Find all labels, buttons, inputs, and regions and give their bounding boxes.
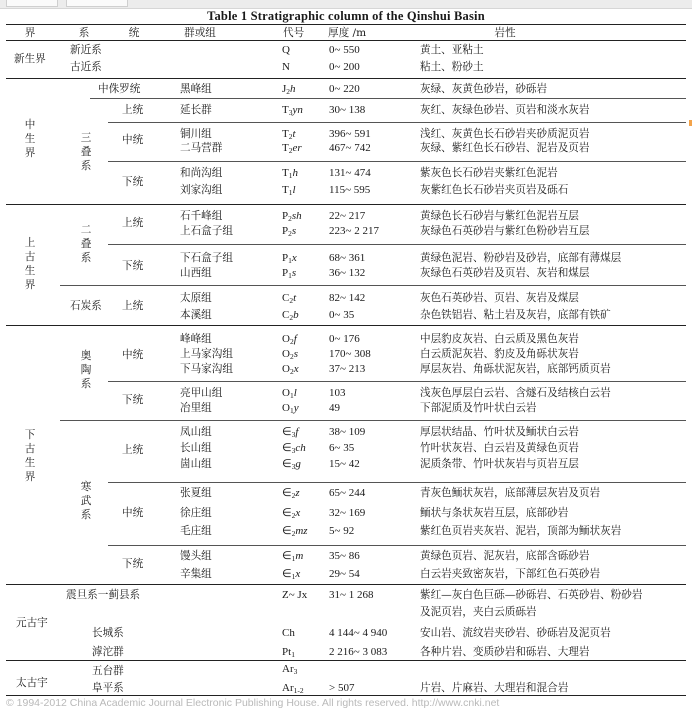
- system-fuping: 阜平系: [92, 682, 124, 694]
- formation-name: 辛集组: [180, 568, 212, 580]
- lithology-text: 灰绿、灰黄色砂岩，砂砾岩: [420, 83, 548, 95]
- formation-code: [282, 550, 303, 565]
- formation-code: [282, 292, 296, 307]
- code-symbol: T: [282, 167, 289, 179]
- header-eon: 界: [24, 27, 36, 39]
- lithology-text: 浅红、灰黄色长石砂岩夹砂质泥页岩: [420, 128, 590, 140]
- rule-proterozoic: [6, 660, 686, 661]
- lithology-text: 灰红、灰绿色砂岩、页岩和淡水灰岩: [420, 104, 590, 116]
- thickness-value: 396~ 591: [329, 128, 371, 140]
- system-changcheng: 长城系: [92, 627, 124, 639]
- formation-code: [282, 184, 296, 199]
- code-symbol: N: [282, 61, 290, 73]
- code-subscript: 1: [288, 188, 293, 197]
- thickness-value: 2 216~ 3 083: [329, 646, 388, 658]
- code-subscript: 1-2: [293, 686, 304, 695]
- code-letters: l: [293, 387, 297, 399]
- toolbar-tab[interactable]: [66, 0, 128, 7]
- header-group: 群或组: [184, 27, 216, 39]
- thickness-value: 6~ 35: [329, 442, 355, 454]
- code-letters: x: [291, 252, 297, 264]
- code-subscript: 1: [291, 650, 295, 659]
- code-symbol: Ar: [282, 663, 294, 675]
- formation-code: [282, 442, 306, 457]
- lithology-text: 灰绿色石英砂岩与紫红色粉砂岩互层: [420, 225, 590, 237]
- series-middle-cambrian: 中统: [122, 507, 144, 519]
- series-upper-carboniferous: 上统: [122, 300, 144, 312]
- code-symbol: T: [282, 104, 289, 116]
- thickness-value: 15~ 42: [329, 458, 360, 470]
- series-lower-ordovician: 下统: [122, 394, 144, 406]
- code-letters: s: [291, 225, 297, 237]
- code-subscript: 1: [288, 271, 292, 280]
- thickness-value: 4 144~ 4 940: [329, 627, 388, 639]
- thickness-value: 0~ 200: [329, 61, 360, 73]
- header-system: 系: [78, 27, 90, 39]
- formation-code: [282, 104, 303, 119]
- lithology-text: 紫红色页岩夹灰岩、泥岩，顶部为鲕状灰岩: [420, 525, 622, 537]
- code-letters: h: [292, 167, 298, 179]
- formation-code: [282, 225, 296, 240]
- code-symbol: C: [282, 309, 290, 321]
- formation-code: [282, 568, 300, 583]
- lithology-text: 灰绿、紫红色长石砂岩、泥岩及页岩: [420, 142, 590, 154]
- formation-name: 上石盒子组: [180, 225, 233, 237]
- era-cenozoic: 新生界: [14, 53, 46, 65]
- lithology-text: 中层豹皮灰岩、白云质及黑色灰岩: [420, 333, 579, 345]
- lithology-text: 厚层灰岩、角砾状泥灰岩，底部钙质页岩: [420, 363, 611, 375]
- lithology-text: 青灰色鲕状灰岩，底部薄层灰岩及页岩: [420, 487, 601, 499]
- lithology-text: 安山岩、流纹岩夹砂岩、砂砾岩及泥页岩: [420, 627, 611, 639]
- series-lower-cambrian: 下统: [122, 558, 144, 570]
- thickness-value: 0~ 550: [329, 44, 360, 56]
- thickness-value: 131~ 474: [329, 167, 371, 179]
- code-symbol: Pt: [282, 646, 292, 658]
- lithology-text: 浅灰色厚层白云岩、含燧石及结核白云岩: [420, 387, 611, 399]
- table-top-rule: [6, 24, 686, 25]
- code-subscript: 3: [291, 462, 296, 471]
- thickness-value: 29~ 54: [329, 568, 360, 580]
- system-cambrian: 寒武系: [80, 481, 92, 521]
- code-symbol: O: [282, 333, 290, 345]
- lithology-text: 紫灰色长石砂岩夹紫红色泥岩: [420, 167, 558, 179]
- code-symbol: Z~ Jx: [282, 589, 308, 601]
- code-letters: g: [295, 458, 301, 470]
- formation-code: [282, 487, 300, 502]
- code-letters: m: [295, 550, 304, 562]
- code-letters: t: [292, 128, 296, 140]
- header-series: 统: [128, 27, 140, 39]
- lithology-text: 黄绿色长石砂岩与紫红色泥岩互层: [420, 210, 579, 222]
- formation-code: [282, 83, 296, 98]
- thickness-value: 68~ 361: [329, 252, 366, 264]
- rule-mesozoic: [6, 204, 686, 205]
- thickness-value: 31~ 1 268: [329, 589, 374, 601]
- formation-name: 长山组: [180, 442, 212, 454]
- code-symbol: ∈: [282, 525, 292, 537]
- lithology-text: 下部泥质及竹叶状白云岩: [420, 402, 537, 414]
- formation-code: [282, 646, 295, 661]
- code-subscript: 1: [289, 391, 294, 400]
- formation-name: 张夏组: [180, 487, 212, 499]
- code-letters: l: [292, 184, 296, 196]
- thickness-value: 82~ 142: [329, 292, 366, 304]
- formation-code: [282, 309, 299, 324]
- browser-toolbar-strip: [0, 0, 692, 9]
- lithology-text: 粘土、粉砂土: [420, 61, 484, 73]
- formation-name: 冶里组: [180, 402, 212, 414]
- rule-permian: [60, 285, 686, 286]
- code-letters: sh: [291, 210, 302, 222]
- era-mesozoic: 中生界: [24, 119, 36, 159]
- lithology-text: 灰色石英砂岩、页岩、灰岩及煤层: [420, 292, 579, 304]
- code-letters: x: [295, 568, 301, 580]
- series-lower-permian: 下统: [122, 260, 144, 272]
- formation-code: [282, 589, 307, 601]
- formation-code: [282, 348, 298, 363]
- lithology-text: 及泥页岩，夹白云质砾岩: [420, 606, 537, 618]
- rule-c2: [108, 545, 686, 546]
- code-subscript: 2: [286, 87, 291, 96]
- table-bottom-rule: [6, 695, 686, 696]
- formation-code: [282, 128, 296, 143]
- lithology-text: 厚层状结晶、竹叶状及鲕状白云岩: [420, 426, 579, 438]
- header-lithology: 岩性: [494, 27, 516, 39]
- code-symbol: ∈: [282, 568, 292, 580]
- thickness-value: 0~ 35: [329, 309, 355, 321]
- formation-name: 二马营群: [180, 142, 223, 154]
- rule-o2: [108, 381, 686, 382]
- series-middle-ordovician: 中统: [122, 349, 144, 361]
- thickness-value: > 507: [329, 682, 355, 694]
- code-symbol: ∈: [282, 442, 292, 454]
- code-subscript: 2: [288, 229, 292, 238]
- rule-t2: [108, 161, 686, 162]
- code-symbol: Q: [282, 44, 290, 56]
- code-subscript: 2: [291, 491, 296, 500]
- code-subscript: 1: [291, 554, 296, 563]
- code-symbol: ∈: [282, 458, 292, 470]
- rule-ordovician: [60, 420, 686, 421]
- code-subscript: 2: [289, 296, 294, 305]
- formation-code: [282, 167, 298, 182]
- thickness-value: 467~ 742: [329, 142, 371, 154]
- system-neogene: 新近系: [70, 44, 102, 56]
- code-letters: yn: [292, 104, 303, 116]
- era-upper-paleozoic: 上古生界: [24, 237, 36, 291]
- code-letters: x: [293, 363, 299, 375]
- thickness-value: 0~ 176: [329, 333, 360, 345]
- thickness-value: 37~ 213: [329, 363, 366, 375]
- series-middle-triassic: 中统: [122, 134, 144, 146]
- code-letters: x: [295, 507, 301, 519]
- code-letters: b: [293, 309, 299, 321]
- lithology-text: 黄绿色页岩、泥灰岩，底部含砾砂岩: [420, 550, 590, 562]
- formation-name: 本溪组: [180, 309, 212, 321]
- system-wutai: 五台群: [92, 665, 124, 677]
- header-code: 代号: [283, 27, 305, 39]
- code-subscript: 3: [291, 430, 296, 439]
- code-subscript: 1: [288, 256, 292, 265]
- lithology-text: 白云质泥灰岩、豹皮及角砾状灰岩: [420, 348, 579, 360]
- lithology-text: 灰绿色石英砂岩及页岩、灰岩和煤层: [420, 267, 590, 279]
- code-letters: f: [293, 333, 297, 345]
- formation-code: [282, 426, 298, 441]
- formation-code: [282, 507, 300, 522]
- rule-c3: [108, 482, 686, 483]
- rule-lower-paleozoic: [6, 584, 686, 585]
- formation-name: 刘家沟组: [180, 184, 223, 196]
- thickness-value: 30~ 138: [329, 104, 366, 116]
- code-subscript: 3: [291, 446, 296, 455]
- code-subscript: 2: [291, 529, 296, 538]
- code-symbol: T: [282, 142, 289, 154]
- formation-name: 亮甲山组: [180, 387, 223, 399]
- formation-name: 徐庄组: [180, 507, 212, 519]
- code-letters: er: [292, 142, 302, 154]
- copyright-footer: © 1994-2012 China Academic Journal Electronic Publishing House. All rights reserved. http://www.cnki.net: [6, 697, 500, 709]
- code-symbol: Ar: [282, 682, 294, 694]
- era-lower-paleozoic: 下古生界: [24, 429, 36, 483]
- thickness-value: 32~ 169: [329, 507, 366, 519]
- system-triassic: 三叠系: [80, 132, 92, 172]
- thickness-value: 170~ 308: [329, 348, 371, 360]
- formation-code: [282, 363, 299, 378]
- code-subscript: 2: [291, 511, 296, 520]
- lithology-text: 泥质条带、竹叶状灰岩与页岩互层: [420, 458, 579, 470]
- code-symbol: ∈: [282, 550, 292, 562]
- formation-code: [282, 142, 302, 157]
- series-middle-jurassic: 中侏罗统: [98, 83, 141, 95]
- code-symbol: O: [282, 363, 290, 375]
- formation-code: [282, 627, 295, 639]
- code-symbol: ∈: [282, 487, 292, 499]
- code-letters: h: [290, 83, 296, 95]
- thickness-value: 49: [329, 402, 340, 414]
- series-lower-triassic: 下统: [122, 176, 144, 188]
- formation-name: 和尚沟组: [180, 167, 223, 179]
- code-letters: z: [295, 487, 300, 499]
- thickness-value: 35~ 86: [329, 550, 360, 562]
- system-carboniferous: 石炭系: [70, 300, 102, 312]
- series-upper-triassic: 上统: [122, 104, 144, 116]
- lithology-text: 黄绿色泥岩、粉砂岩及砂岩，底部有薄煤层: [420, 252, 622, 264]
- rule-p2: [108, 244, 686, 245]
- thickness-value: 115~ 595: [329, 184, 371, 196]
- thickness-value: 38~ 109: [329, 426, 366, 438]
- code-symbol: O: [282, 387, 290, 399]
- code-subscript: 3: [293, 667, 298, 676]
- formation-name: 延长群: [180, 104, 212, 116]
- formation-name: 下马家沟组: [180, 363, 233, 375]
- series-upper-permian: 上统: [122, 217, 144, 229]
- lithology-text: 竹叶状灰岩、白云岩及黄绿色页岩: [420, 442, 579, 454]
- code-letters: t: [293, 292, 297, 304]
- formation-name: 下石盒子组: [180, 252, 233, 264]
- code-symbol: P: [282, 225, 289, 237]
- system-paleogene: 古近系: [70, 61, 102, 73]
- era-proterozoic: 元古宇: [16, 617, 48, 629]
- system-hutuo: 滹沱群: [92, 646, 124, 658]
- rule-t3: [108, 122, 686, 123]
- formation-name: 凤山组: [180, 426, 212, 438]
- table-title: Table 1 Stratigraphic column of the Qinshui Basin: [207, 9, 485, 23]
- lithology-text: 灰紫红色长石砂岩夹页岩及砾石: [420, 184, 569, 196]
- code-letters: ch: [295, 442, 306, 454]
- era-archean: 太古宇: [16, 677, 48, 689]
- system-permian: 二叠系: [80, 224, 92, 264]
- formation-code: [282, 61, 290, 73]
- lithology-text: 杂色铁铝岩、粘土岩及灰岩，底部有铁矿: [420, 309, 611, 321]
- code-symbol: P: [282, 210, 289, 222]
- formation-name: 崮山组: [180, 458, 212, 470]
- code-letters: y: [293, 402, 299, 414]
- series-upper-cambrian: 上统: [122, 444, 144, 456]
- code-symbol: O: [282, 348, 290, 360]
- system-sinian-jixian: 震旦系一蓟县系: [66, 589, 141, 601]
- rule-upper-paleozoic: [6, 325, 686, 326]
- thickness-value: 65~ 244: [329, 487, 366, 499]
- formation-code: [282, 458, 301, 473]
- code-subscript: 2: [289, 313, 294, 322]
- thickness-value: 103: [329, 387, 346, 399]
- code-letters: mz: [295, 525, 308, 537]
- formation-code: [282, 252, 297, 267]
- thickness-value: 0~ 220: [329, 83, 360, 95]
- formation-code: [282, 210, 302, 225]
- formation-code: [282, 387, 297, 402]
- formation-code: [282, 267, 296, 282]
- code-symbol: ∈: [282, 426, 292, 438]
- rule-cenozoic: [6, 78, 686, 79]
- formation-code: [282, 44, 290, 56]
- code-subscript: 1: [291, 572, 296, 581]
- system-ordovician: 奥陶系: [80, 350, 92, 390]
- formation-code: [282, 682, 304, 697]
- formation-name: 馒头组: [180, 550, 212, 562]
- code-letters: s: [291, 267, 297, 279]
- code-subscript: 1: [289, 406, 294, 415]
- thickness-value: 5~ 92: [329, 525, 355, 537]
- formation-name: 毛庄组: [180, 525, 212, 537]
- formation-name: 石千峰组: [180, 210, 223, 222]
- code-subscript: 2: [288, 132, 293, 141]
- lithology-text: 黄土、亚粘土: [420, 44, 484, 56]
- header-thickness: 厚度 /m: [328, 27, 367, 39]
- code-subscript: 2: [289, 352, 294, 361]
- formation-name: 山西组: [180, 267, 212, 279]
- code-symbol: C: [282, 292, 290, 304]
- code-subscript: 2: [289, 337, 294, 346]
- lithology-text: 片岩、片麻岩、大理岩和混合岩: [420, 682, 569, 694]
- formation-code: [282, 525, 308, 540]
- code-symbol: P: [282, 252, 289, 264]
- toolbar-tab[interactable]: [6, 0, 58, 7]
- formation-name: 铜川组: [180, 128, 212, 140]
- thickness-value: 22~ 217: [329, 210, 366, 222]
- code-symbol: J: [282, 83, 287, 95]
- formation-name: 太原组: [180, 292, 212, 304]
- code-symbol: Ch: [282, 627, 295, 639]
- code-letters: s: [293, 348, 298, 360]
- thickness-value: 223~ 2 217: [329, 225, 379, 237]
- code-subscript: 2: [288, 146, 293, 155]
- code-subscript: 2: [288, 214, 292, 223]
- rule-jurassic: [90, 98, 686, 99]
- code-symbol: ∈: [282, 507, 292, 519]
- lithology-text: 白云岩夹致密灰岩，下部红色石英砂岩: [420, 568, 601, 580]
- code-symbol: T: [282, 128, 289, 140]
- lithology-text: 各种片岩、变质砂岩和砾岩、大理岩: [420, 646, 590, 658]
- code-symbol: T: [282, 184, 289, 196]
- code-subscript: 2: [289, 367, 294, 376]
- formation-code: [282, 663, 297, 678]
- code-subscript: 1: [288, 171, 293, 180]
- code-symbol: P: [282, 267, 289, 279]
- lithology-text: 紫红—灰白色巨砾—砂砾岩、石英砂岩、粉砂岩: [420, 589, 643, 601]
- code-symbol: O: [282, 402, 290, 414]
- code-subscript: 3: [288, 108, 293, 117]
- formation-code: [282, 333, 297, 348]
- code-letters: f: [295, 426, 299, 438]
- header-rule: [6, 40, 686, 41]
- formation-name: 峰峰组: [180, 333, 212, 345]
- formation-name: 黑峰组: [180, 83, 212, 95]
- formation-name: 上马家沟组: [180, 348, 233, 360]
- formation-code: [282, 402, 299, 417]
- thickness-value: 36~ 132: [329, 267, 366, 279]
- lithology-text: 鲕状与条状灰岩互层，底部砂岩: [420, 507, 569, 519]
